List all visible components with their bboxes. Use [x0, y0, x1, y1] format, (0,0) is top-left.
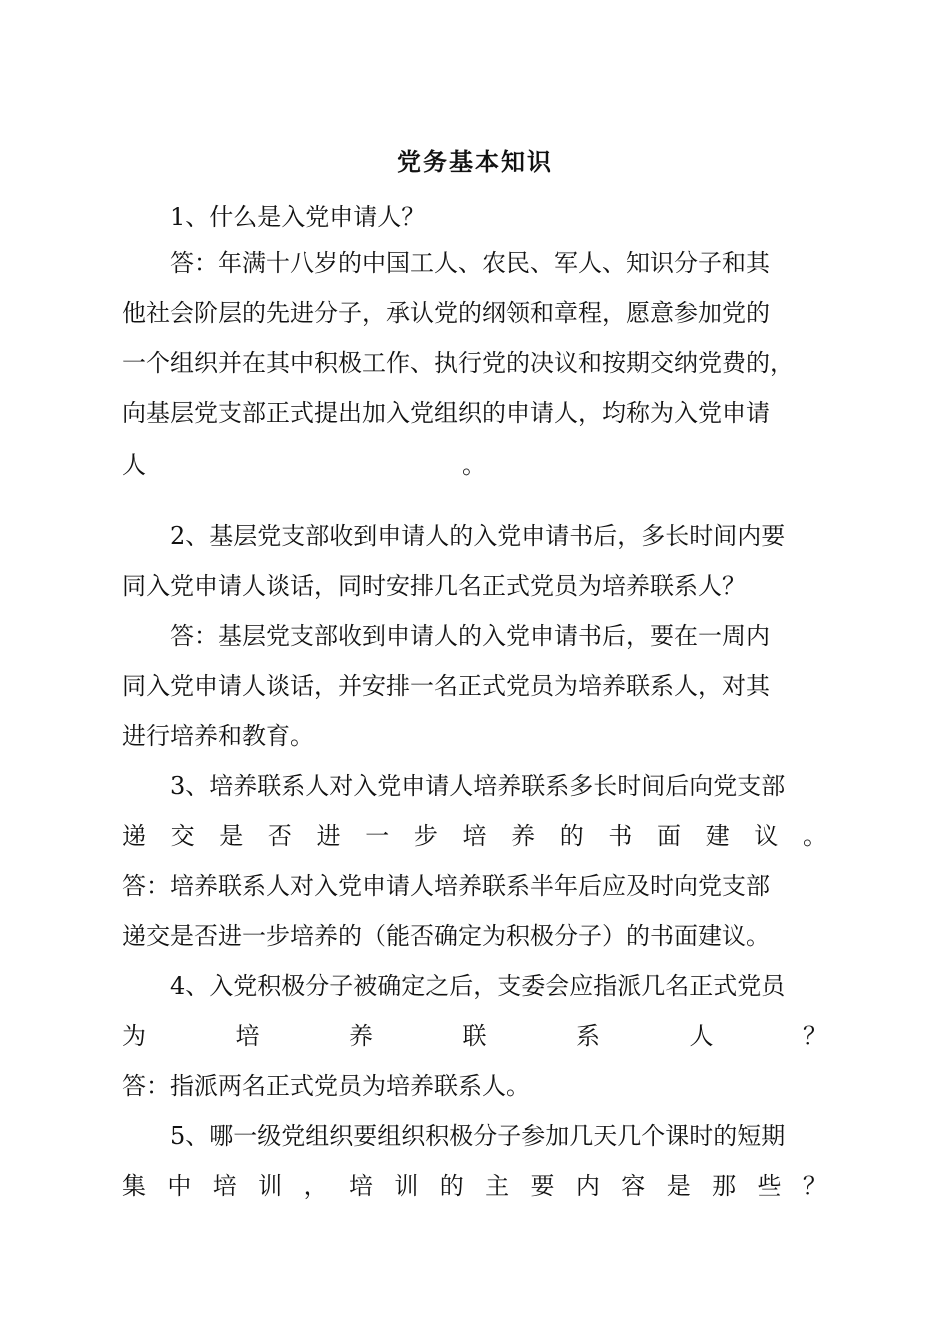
page-title: 党务基本知识	[397, 147, 553, 176]
answer-1-line-1: 答：年满十八岁的中国工人、农民、军人、知识分子和其	[170, 249, 770, 277]
question-4-line-1: 4、入党积极分子被确定之后，支委会应指派几名正式党员	[170, 972, 786, 1000]
question-2-line-2: 同入党申请人谈话，同时安排几名正式党员为培养联系人？	[122, 572, 746, 600]
question-3-line-1: 3、培养联系人对入党申请人培养联系多长时间后向党支部	[170, 772, 786, 800]
answer-2-line-1: 答：基层党支部收到申请人的入党申请书后，要在一周内	[170, 622, 770, 650]
answer-3-line-1: 答：培养联系人对入党申请人培养联系半年后应及时向党支部	[122, 872, 770, 900]
question-2-line-1: 2、基层党支部收到申请人的入党申请书后，多长时间内要	[170, 522, 786, 550]
answer-1-line-4: 向基层党支部正式提出加入党组织的申请人，均称为入党申请	[122, 399, 770, 427]
question-3-line-2: 递 交 是 否 进 一 步 培 养 的 书 面 建 议 。	[122, 822, 827, 850]
answer-2-line-3: 进行培养和教育。	[122, 722, 314, 750]
answer-1-end-mark: 。	[462, 451, 486, 479]
answer-1-line-2: 他社会阶层的先进分子，承认党的纲领和章程，愿意参加党的	[122, 299, 770, 327]
question-1: 1、什么是入党申请人？	[170, 203, 426, 231]
answer-4: 答：指派两名正式党员为培养联系人。	[122, 1072, 530, 1100]
question-4-line-2: 为 培 养 联 系 人 ？	[122, 1022, 827, 1050]
answer-1-line-5	[122, 447, 827, 483]
answer-3-line-2: 递交是否进一步培养的（能否确定为积极分子）的书面建议。	[122, 922, 770, 950]
answer-1-line-3: 一个组织并在其中积极工作、执行党的决议和按期交纳党费的，	[122, 349, 794, 377]
answer-1-line-5-text: 人	[122, 451, 146, 479]
question-5-line-2: 集 中 培 训 ， 培 训 的 主 要 内 容 是 那 些 ？	[122, 1172, 827, 1200]
answer-2-line-2: 同入党申请人谈话，并安排一名正式党员为培养联系人，对其	[122, 672, 770, 700]
question-5-line-1: 5、哪一级党组织要组织积极分子参加几天几个课时的短期	[170, 1122, 786, 1150]
